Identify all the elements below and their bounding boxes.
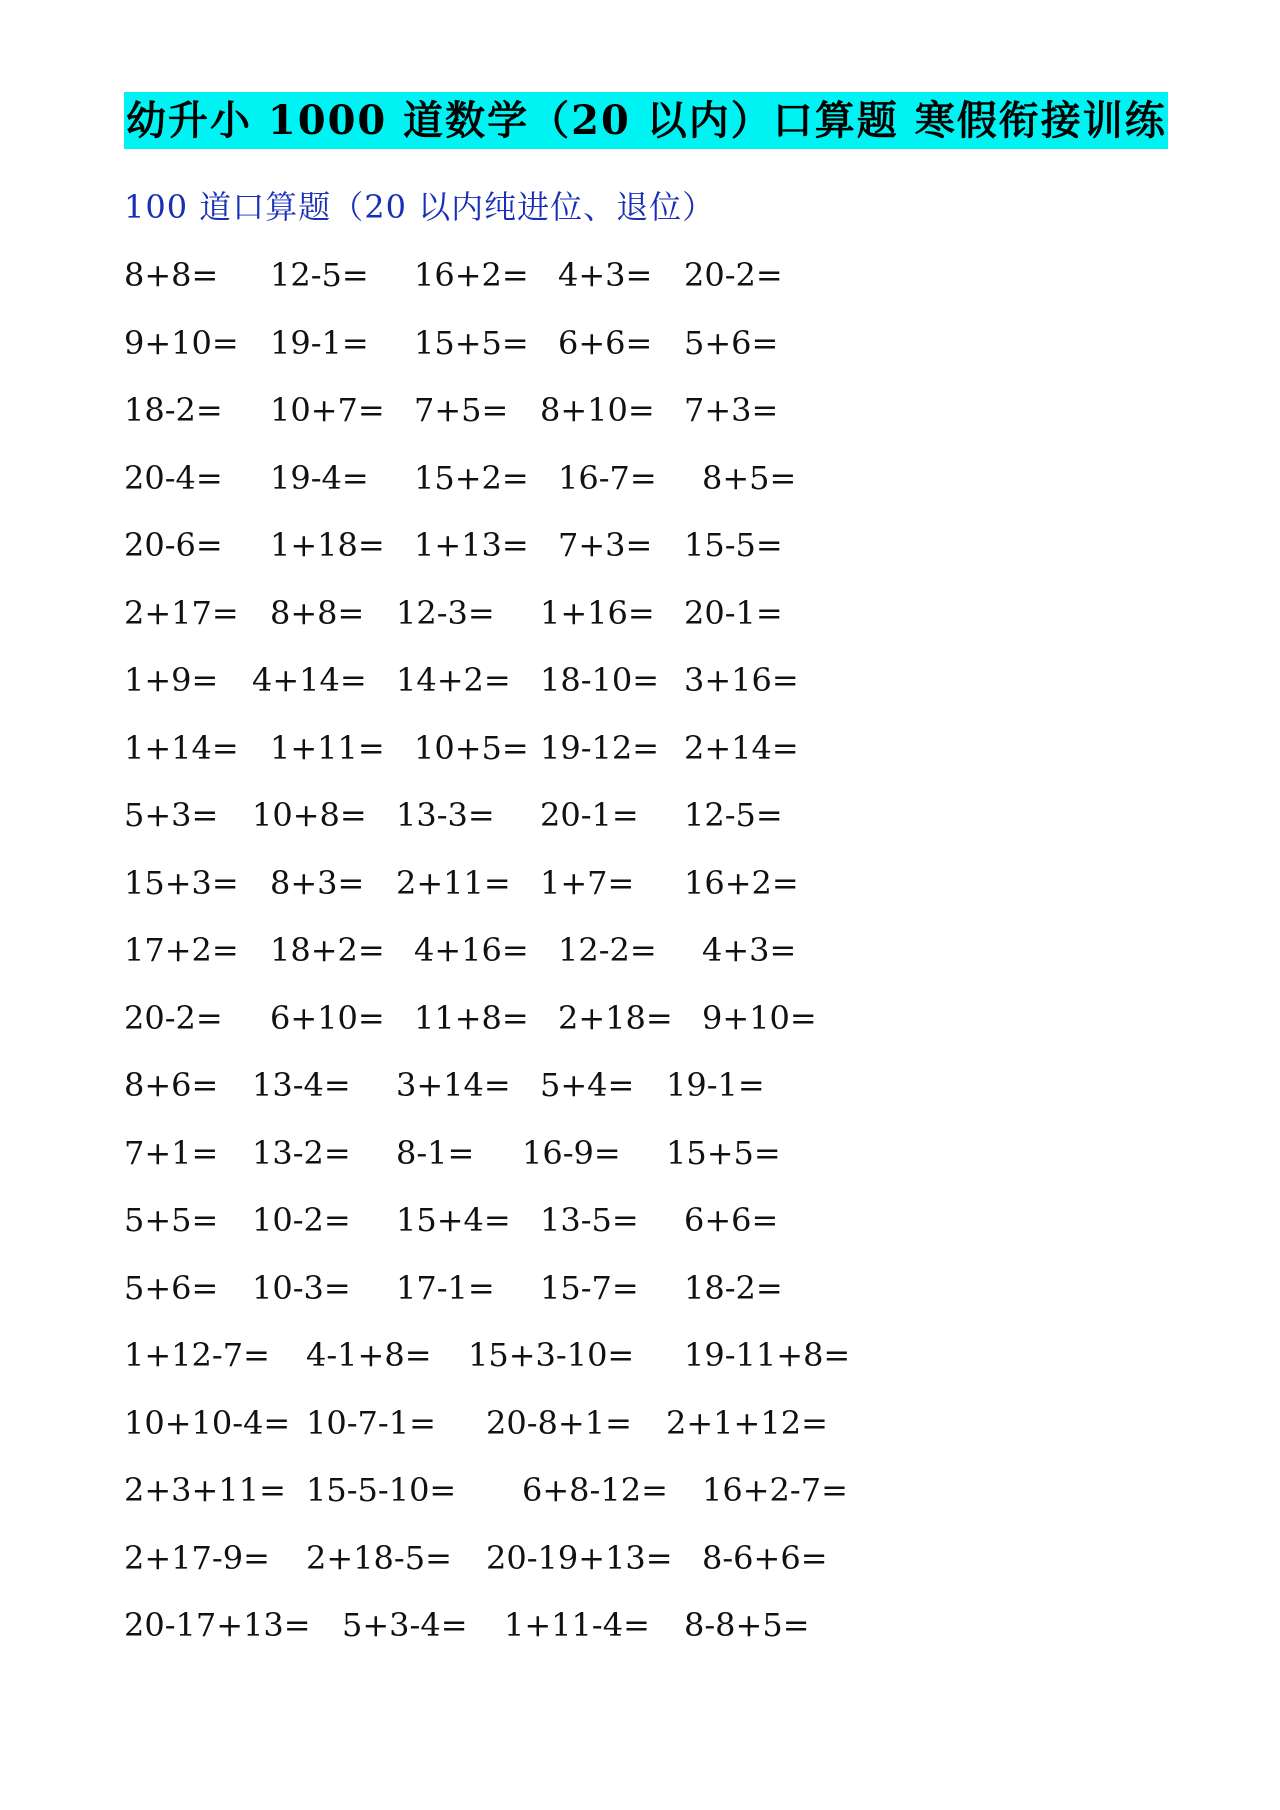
math-problem: 12-5= (684, 796, 783, 834)
problem-row (124, 925, 1224, 993)
math-problem: 1+11= (270, 728, 385, 767)
math-problem: 15+2= (414, 458, 529, 497)
math-problem: 7+3= (684, 391, 779, 429)
math-problem: 8+8= (124, 256, 219, 294)
math-problem: 5+6= (684, 323, 779, 362)
math-problem: 20-4= (124, 458, 223, 497)
math-problem: 18-2= (684, 1268, 783, 1307)
math-problem: 1+13= (414, 526, 529, 564)
math-problem: 8+10= (540, 391, 655, 429)
problem-row (124, 723, 1224, 791)
math-problem: 6+6= (558, 323, 653, 362)
math-problem: 11+8= (414, 998, 529, 1037)
problem-row (124, 1128, 1224, 1196)
math-problem: 2+11= (396, 863, 511, 902)
math-problem: 20-2= (124, 998, 223, 1037)
math-problem: 15+5= (666, 1133, 781, 1172)
problem-row (124, 520, 1224, 588)
math-problem: 10-2= (252, 1201, 351, 1239)
math-problem: 6+10= (270, 998, 385, 1037)
math-problem: 15+3= (124, 863, 239, 902)
math-problem: 15+5= (414, 323, 529, 362)
math-problem: 10+5= (414, 728, 529, 767)
math-problem: 5+5= (124, 1201, 219, 1239)
math-problem: 3+16= (684, 661, 799, 699)
math-problem: 5+3-4= (342, 1606, 468, 1644)
math-problem: 10-7-1= (306, 1403, 436, 1442)
problem-row (124, 588, 1224, 656)
math-problem: 7+1= (124, 1133, 219, 1172)
math-problem: 14+2= (396, 661, 511, 699)
math-problem: 4+14= (252, 661, 367, 699)
math-problem: 8+3= (270, 863, 365, 902)
math-problem: 8-6+6= (702, 1538, 828, 1577)
math-problem: 9+10= (702, 998, 817, 1037)
math-problem: 5+4= (540, 1066, 635, 1104)
math-problem: 15+3-10= (468, 1336, 635, 1374)
math-problem: 20-6= (124, 526, 223, 564)
math-problem: 20-8+1= (486, 1403, 632, 1442)
math-problem: 13-4= (252, 1066, 351, 1104)
math-problem: 13-5= (540, 1201, 639, 1239)
math-problem: 8-8+5= (684, 1606, 810, 1644)
problem-row (124, 1398, 1224, 1466)
math-problem: 19-4= (270, 458, 369, 497)
math-problem: 4+16= (414, 931, 529, 969)
math-problem: 15-5= (684, 526, 783, 564)
math-problem: 15-5-10= (306, 1471, 457, 1509)
math-problem: 6+8-12= (522, 1471, 668, 1509)
math-problem: 17+2= (124, 931, 239, 969)
math-problem: 13-3= (396, 796, 495, 834)
math-problem: 16+2= (684, 863, 799, 902)
math-problem: 2+1+12= (666, 1403, 828, 1442)
math-problem: 2+17= (124, 593, 239, 632)
problem-row (124, 790, 1224, 858)
math-problem: 12-2= (558, 931, 657, 969)
problem-row (124, 1330, 1224, 1398)
math-problem: 5+6= (124, 1268, 219, 1307)
problem-row (124, 655, 1224, 723)
math-problem: 16+2= (414, 256, 529, 294)
math-problem: 8+6= (124, 1066, 219, 1104)
math-problem: 1+9= (124, 661, 219, 699)
math-problem: 2+18-5= (306, 1538, 452, 1577)
problem-row (124, 1195, 1224, 1263)
math-problem: 20-1= (540, 796, 639, 834)
math-problem: 6+6= (684, 1201, 779, 1239)
math-problem: 8+8= (270, 593, 365, 632)
math-problem: 15+4= (396, 1201, 511, 1239)
math-problem: 19-1= (270, 323, 369, 362)
math-problem: 18-2= (124, 391, 223, 429)
problem-row (124, 385, 1224, 453)
math-problem: 12-5= (270, 256, 369, 294)
math-problem: 1+7= (540, 863, 635, 902)
problem-grid (124, 250, 1224, 1668)
problem-row (124, 1465, 1224, 1533)
math-problem: 1+11-4= (504, 1606, 650, 1644)
math-problem: 4-1+8= (306, 1336, 432, 1374)
math-problem: 3+14= (396, 1066, 511, 1104)
math-problem: 20-17+13= (124, 1606, 311, 1644)
math-problem: 2+18= (558, 998, 673, 1037)
math-problem: 12-3= (396, 593, 495, 632)
math-problem: 16-9= (522, 1133, 621, 1172)
math-problem: 16+2-7= (702, 1471, 848, 1509)
math-problem: 16-7= (558, 458, 657, 497)
math-problem: 19-11+8= (684, 1336, 851, 1374)
problem-row (124, 1600, 1224, 1668)
math-problem: 20-19+13= (486, 1538, 673, 1577)
math-problem: 18-10= (540, 661, 660, 699)
math-problem: 18+2= (270, 931, 385, 969)
math-problem: 10+10-4= (124, 1403, 291, 1442)
math-problem: 1+16= (540, 593, 655, 632)
math-problem: 2+14= (684, 728, 799, 767)
math-problem: 8+5= (702, 458, 797, 497)
problem-row (124, 453, 1224, 521)
problem-row (124, 858, 1224, 926)
page-title: 幼升小 1000 道数学（20 以内）口算题 寒假衔接训练 (126, 97, 1167, 144)
math-problem: 2+3+11= (124, 1471, 286, 1509)
problem-row (124, 1060, 1224, 1128)
math-problem: 4+3= (702, 931, 797, 969)
math-problem: 1+14= (124, 728, 239, 767)
math-problem: 1+18= (270, 526, 385, 564)
math-problem: 7+3= (558, 526, 653, 564)
math-problem: 10-3= (252, 1268, 351, 1307)
problem-row (124, 993, 1224, 1061)
math-problem: 19-1= (666, 1066, 765, 1104)
math-problem: 8-1= (396, 1133, 475, 1172)
math-problem: 13-2= (252, 1133, 351, 1172)
problem-row (124, 1263, 1224, 1331)
math-problem: 10+8= (252, 796, 367, 834)
math-problem: 9+10= (124, 323, 239, 362)
math-problem: 20-2= (684, 256, 783, 294)
math-problem: 4+3= (558, 256, 653, 294)
math-problem: 20-1= (684, 593, 783, 632)
problem-row (124, 318, 1224, 386)
math-problem: 17-1= (396, 1268, 495, 1307)
math-problem: 19-12= (540, 728, 660, 767)
problem-row (124, 250, 1224, 318)
math-problem: 15-7= (540, 1268, 639, 1307)
math-problem: 5+3= (124, 796, 219, 834)
math-problem: 7+5= (414, 391, 509, 429)
section-subtitle: 100 道口算题（20 以内纯进位、退位） (124, 188, 716, 226)
math-problem: 10+7= (270, 391, 385, 429)
problem-row (124, 1533, 1224, 1601)
math-problem: 1+12-7= (124, 1336, 270, 1374)
math-problem: 2+17-9= (124, 1538, 270, 1577)
